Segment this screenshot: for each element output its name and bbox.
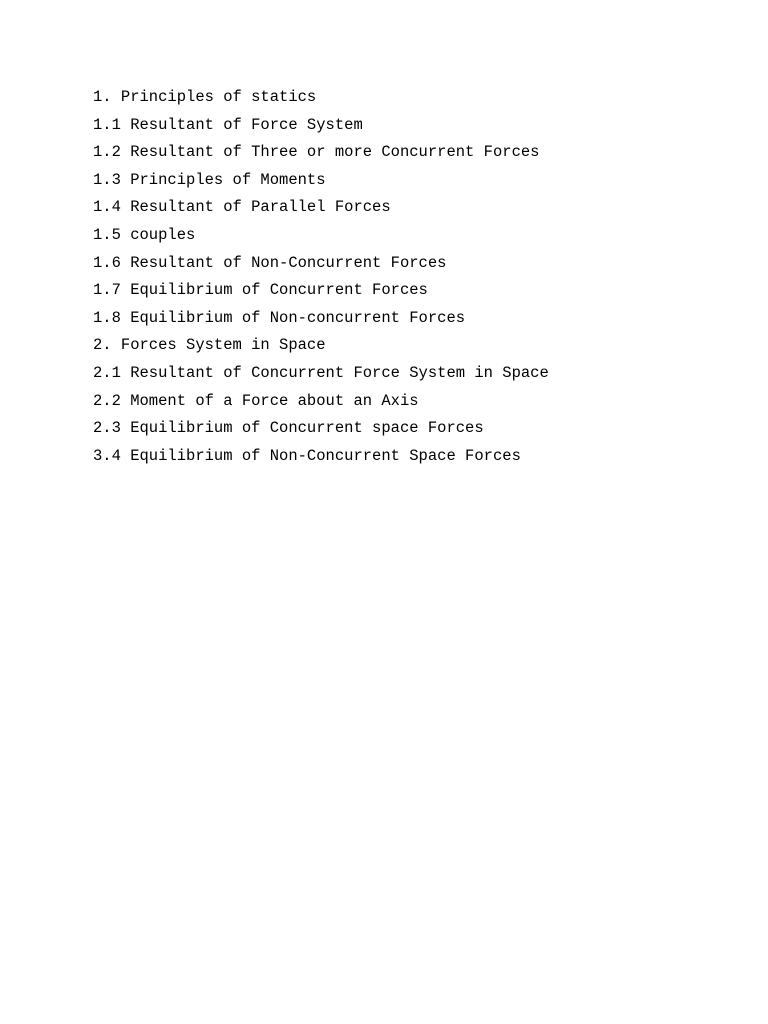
list-item: 1.5 couples xyxy=(93,225,196,244)
list-item: 2.3 Equilibrium of Concurrent space Forces xyxy=(93,419,484,438)
list-item: 1.1 Resultant of Force System xyxy=(93,115,363,134)
contents-list xyxy=(93,84,549,470)
heading-forces-system-in-space: 2. Forces System in Space xyxy=(93,336,326,355)
list-item: 2.1 Resultant of Concurrent Force System in Space xyxy=(93,363,549,382)
list-item: 1.8 Equilibrium of Non-concurrent Forces xyxy=(93,308,466,327)
list-item: 2.2 Moment of a Force about an Axis xyxy=(93,391,419,410)
list-item: 1.7 Equilibrium of Concurrent Forces xyxy=(93,281,428,300)
list-item: 1.6 Resultant of Non-Concurrent Forces xyxy=(93,253,447,272)
list-item: 1.4 Resultant of Parallel Forces xyxy=(93,198,391,217)
list-item: 3.4 Equilibrium of Non-Concurrent Space Forces xyxy=(93,446,521,465)
list-item: 1.2 Resultant of Three or more Concurrent Forces xyxy=(93,143,540,162)
list-item: 1.3 Principles of Moments xyxy=(93,170,326,189)
heading-principles-of-statics: 1. Principles of statics xyxy=(93,88,317,106)
